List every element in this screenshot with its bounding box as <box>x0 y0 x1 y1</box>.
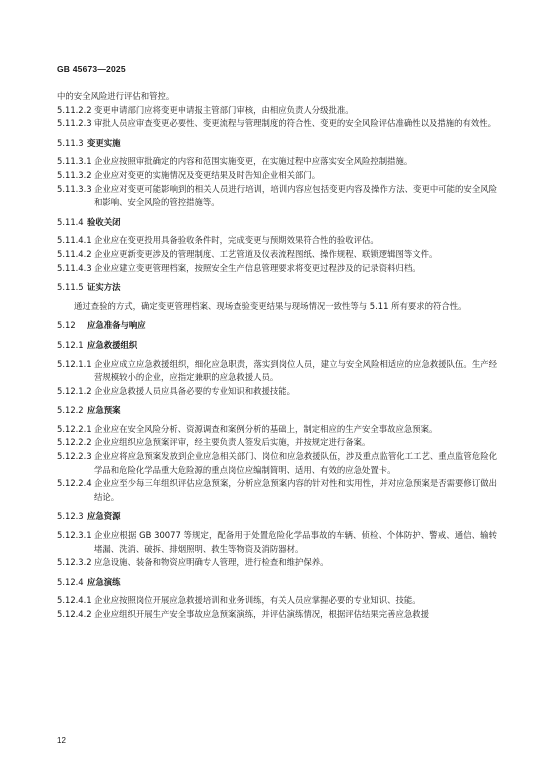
clause-item <box>57 117 497 131</box>
clause-text: 企业应建立变更管理档案，按照安全生产信息管理要求将变更过程涉及的记录资料归档。 <box>94 262 421 273</box>
section-number: 5.11.3 <box>57 137 84 148</box>
clause-number: 5.12.2.2 <box>57 437 92 448</box>
clause-text: 企业应急救援人员应具备必要的专业知识和救援技能。 <box>94 385 295 396</box>
clause-number: 5.12.3.2 <box>57 557 92 568</box>
standard-code: GB 45673—2025 <box>57 64 126 74</box>
clause-number: 5.11.4.1 <box>57 235 92 246</box>
section-heading <box>57 137 497 151</box>
section-title: 变更实施 <box>87 137 121 148</box>
clause-item <box>57 608 497 622</box>
section-title: 验收关闭 <box>87 216 121 227</box>
clause-item <box>57 358 497 385</box>
clause-text: 企业应成立应急救援组织，细化应急职责，落实到岗位人员，建立与安全风险相适应的应急救援队伍。生产经营规模较小的企业，应指定兼职的应急救援人员。 <box>94 358 497 383</box>
clause-item <box>57 556 497 570</box>
clause-text: 企业应按照审批确定的内容和范围实施变更，在实施过程中应落实安全风险控制措施。 <box>94 156 413 167</box>
clause-number: 5.11.3.1 <box>57 156 92 167</box>
clause-item <box>57 248 497 262</box>
body-paragraph: 通过查验的方式，确定变更管理档案、现场查验变更结果与现场情况一致性等与 5.11 所有要求的符合性。 <box>74 300 467 311</box>
clause-text: 企业应将应急预案发放到企业应急相关部门、岗位和应急救援队伍，涉及重点监管化工工艺、重点监管危险化学品和危险化学品重大危险源的重点岗位应编制简明、适用、有效的应急处置卡。 <box>94 451 497 475</box>
section-title: 应急资源 <box>87 511 121 522</box>
section-title: 证实方法 <box>87 282 121 293</box>
section-number: 5.12.4 <box>57 576 84 587</box>
clause-text: 企业应更新变更涉及的管理制度、工艺管道及仪表流程图纸、操作规程、联锁逻辑图等文件。 <box>94 248 438 259</box>
section-title: 应急预案 <box>87 405 121 416</box>
clause-text: 企业应按照岗位开展应急救援培训和业务训练，有关人员应掌握必要的专业知识、技能。 <box>94 595 421 606</box>
section-number: 5.12.1 <box>57 339 84 350</box>
section-number: 5.12.3 <box>57 511 84 522</box>
section-heading <box>57 404 497 418</box>
clause-text: 企业应根据 GB 30077 等规定，配备用于处置危险化学品事故的车辆、侦检、个体防护、警戒、通信、输转堵漏、洗消、破拆、排烟照明、救生等物资及消防器材。 <box>94 530 497 554</box>
clause-number: 5.12.2.1 <box>57 423 92 434</box>
clause-number: 5.11.2.2 <box>57 104 92 115</box>
clause-text: 审批人员应审查变更必要性、变更流程与管理制度的符合性、变更的安全风险评估准确性以及措施的有效性。 <box>94 118 496 129</box>
section-heading <box>57 576 497 590</box>
section-heading <box>57 216 497 230</box>
clause-number: 5.12.3.1 <box>57 530 92 541</box>
clause-text: 企业应至少每三年组织评估应急预案，分析应急预案内容的针对性和实用性，并对应急预案是否需要修订做出结论。 <box>94 478 497 502</box>
clause-item <box>57 104 497 118</box>
section-number: 5.11.4 <box>57 216 84 227</box>
clause-item <box>57 436 497 450</box>
clause-number: 5.12.2.4 <box>57 478 92 489</box>
clause-text: 企业应对变更的实施情况及变更结果及时告知企业相关部门。 <box>94 169 321 180</box>
clause-item <box>57 385 497 399</box>
clause-text: 变更申请部门应将变更申请报主管部门审核，由相应负责人分级批准。 <box>94 104 354 115</box>
clause-item <box>57 594 497 608</box>
section-heading <box>57 339 497 353</box>
section-number: 5.12.2 <box>57 405 84 416</box>
clause-item <box>57 477 497 504</box>
clause-item <box>57 183 497 210</box>
clause-item <box>57 169 497 183</box>
clause-number: 5.12.4.2 <box>57 609 92 619</box>
clause-item <box>57 423 497 437</box>
clause-item <box>57 529 497 556</box>
section-title: 应急准备与响应 <box>87 320 146 331</box>
clause-number: 5.12.4.1 <box>57 595 92 606</box>
page-number: 12 <box>57 736 66 745</box>
section-number: 5.12 <box>57 320 76 331</box>
continued-text: 中的安全风险进行评估和管控。 <box>57 91 175 101</box>
clause-text: 企业应对变更可能影响到的相关人员进行培训，培训内容应包括变更内容及操作方法、变更中可能的安全风险和影响、安全风险的管控措施等。 <box>94 183 497 208</box>
clause-number: 5.12.1.1 <box>57 358 92 369</box>
clause-item <box>57 450 497 477</box>
clause-number: 5.12.2.3 <box>57 451 92 462</box>
clause-number: 5.11.2.3 <box>57 118 92 129</box>
clause-number: 5.11.4.3 <box>57 262 92 273</box>
clause-item <box>57 155 497 169</box>
clause-item <box>57 262 497 276</box>
clause-number: 5.12.1.2 <box>57 385 92 396</box>
clause-number: 5.11.3.3 <box>57 183 92 194</box>
section-title: 应急救援组织 <box>87 339 138 350</box>
clause-text: 企业应组织应急预案评审，经主要负责人签发后实施，并按规定进行备案。 <box>94 437 371 448</box>
clause-text: 应急设施、装备和物资应明确专人管理，进行检查和维护保养。 <box>94 557 329 568</box>
section-title: 应急演练 <box>87 576 121 587</box>
clause-text: 企业应组织开展生产安全事故应急预案演练，并评估演练情况，根据评估结果完善应急救援 <box>94 609 429 619</box>
clause-item <box>57 234 497 248</box>
clause-text: 企业应在变更投用具备验收条件时，完成变更与预期效果符合性的验收评估。 <box>94 235 379 246</box>
section-number: 5.11.5 <box>57 282 84 293</box>
clause-number: 5.11.3.2 <box>57 169 92 180</box>
section-heading <box>57 510 497 524</box>
section-heading <box>57 281 497 295</box>
clause-text: 企业应在安全风险分析、资源调查和案例分析的基础上，制定相应的生产安全事故应急预案。 <box>94 423 438 434</box>
clause-number: 5.11.4.2 <box>57 248 92 259</box>
section-heading <box>57 319 497 333</box>
document-body <box>57 90 497 622</box>
